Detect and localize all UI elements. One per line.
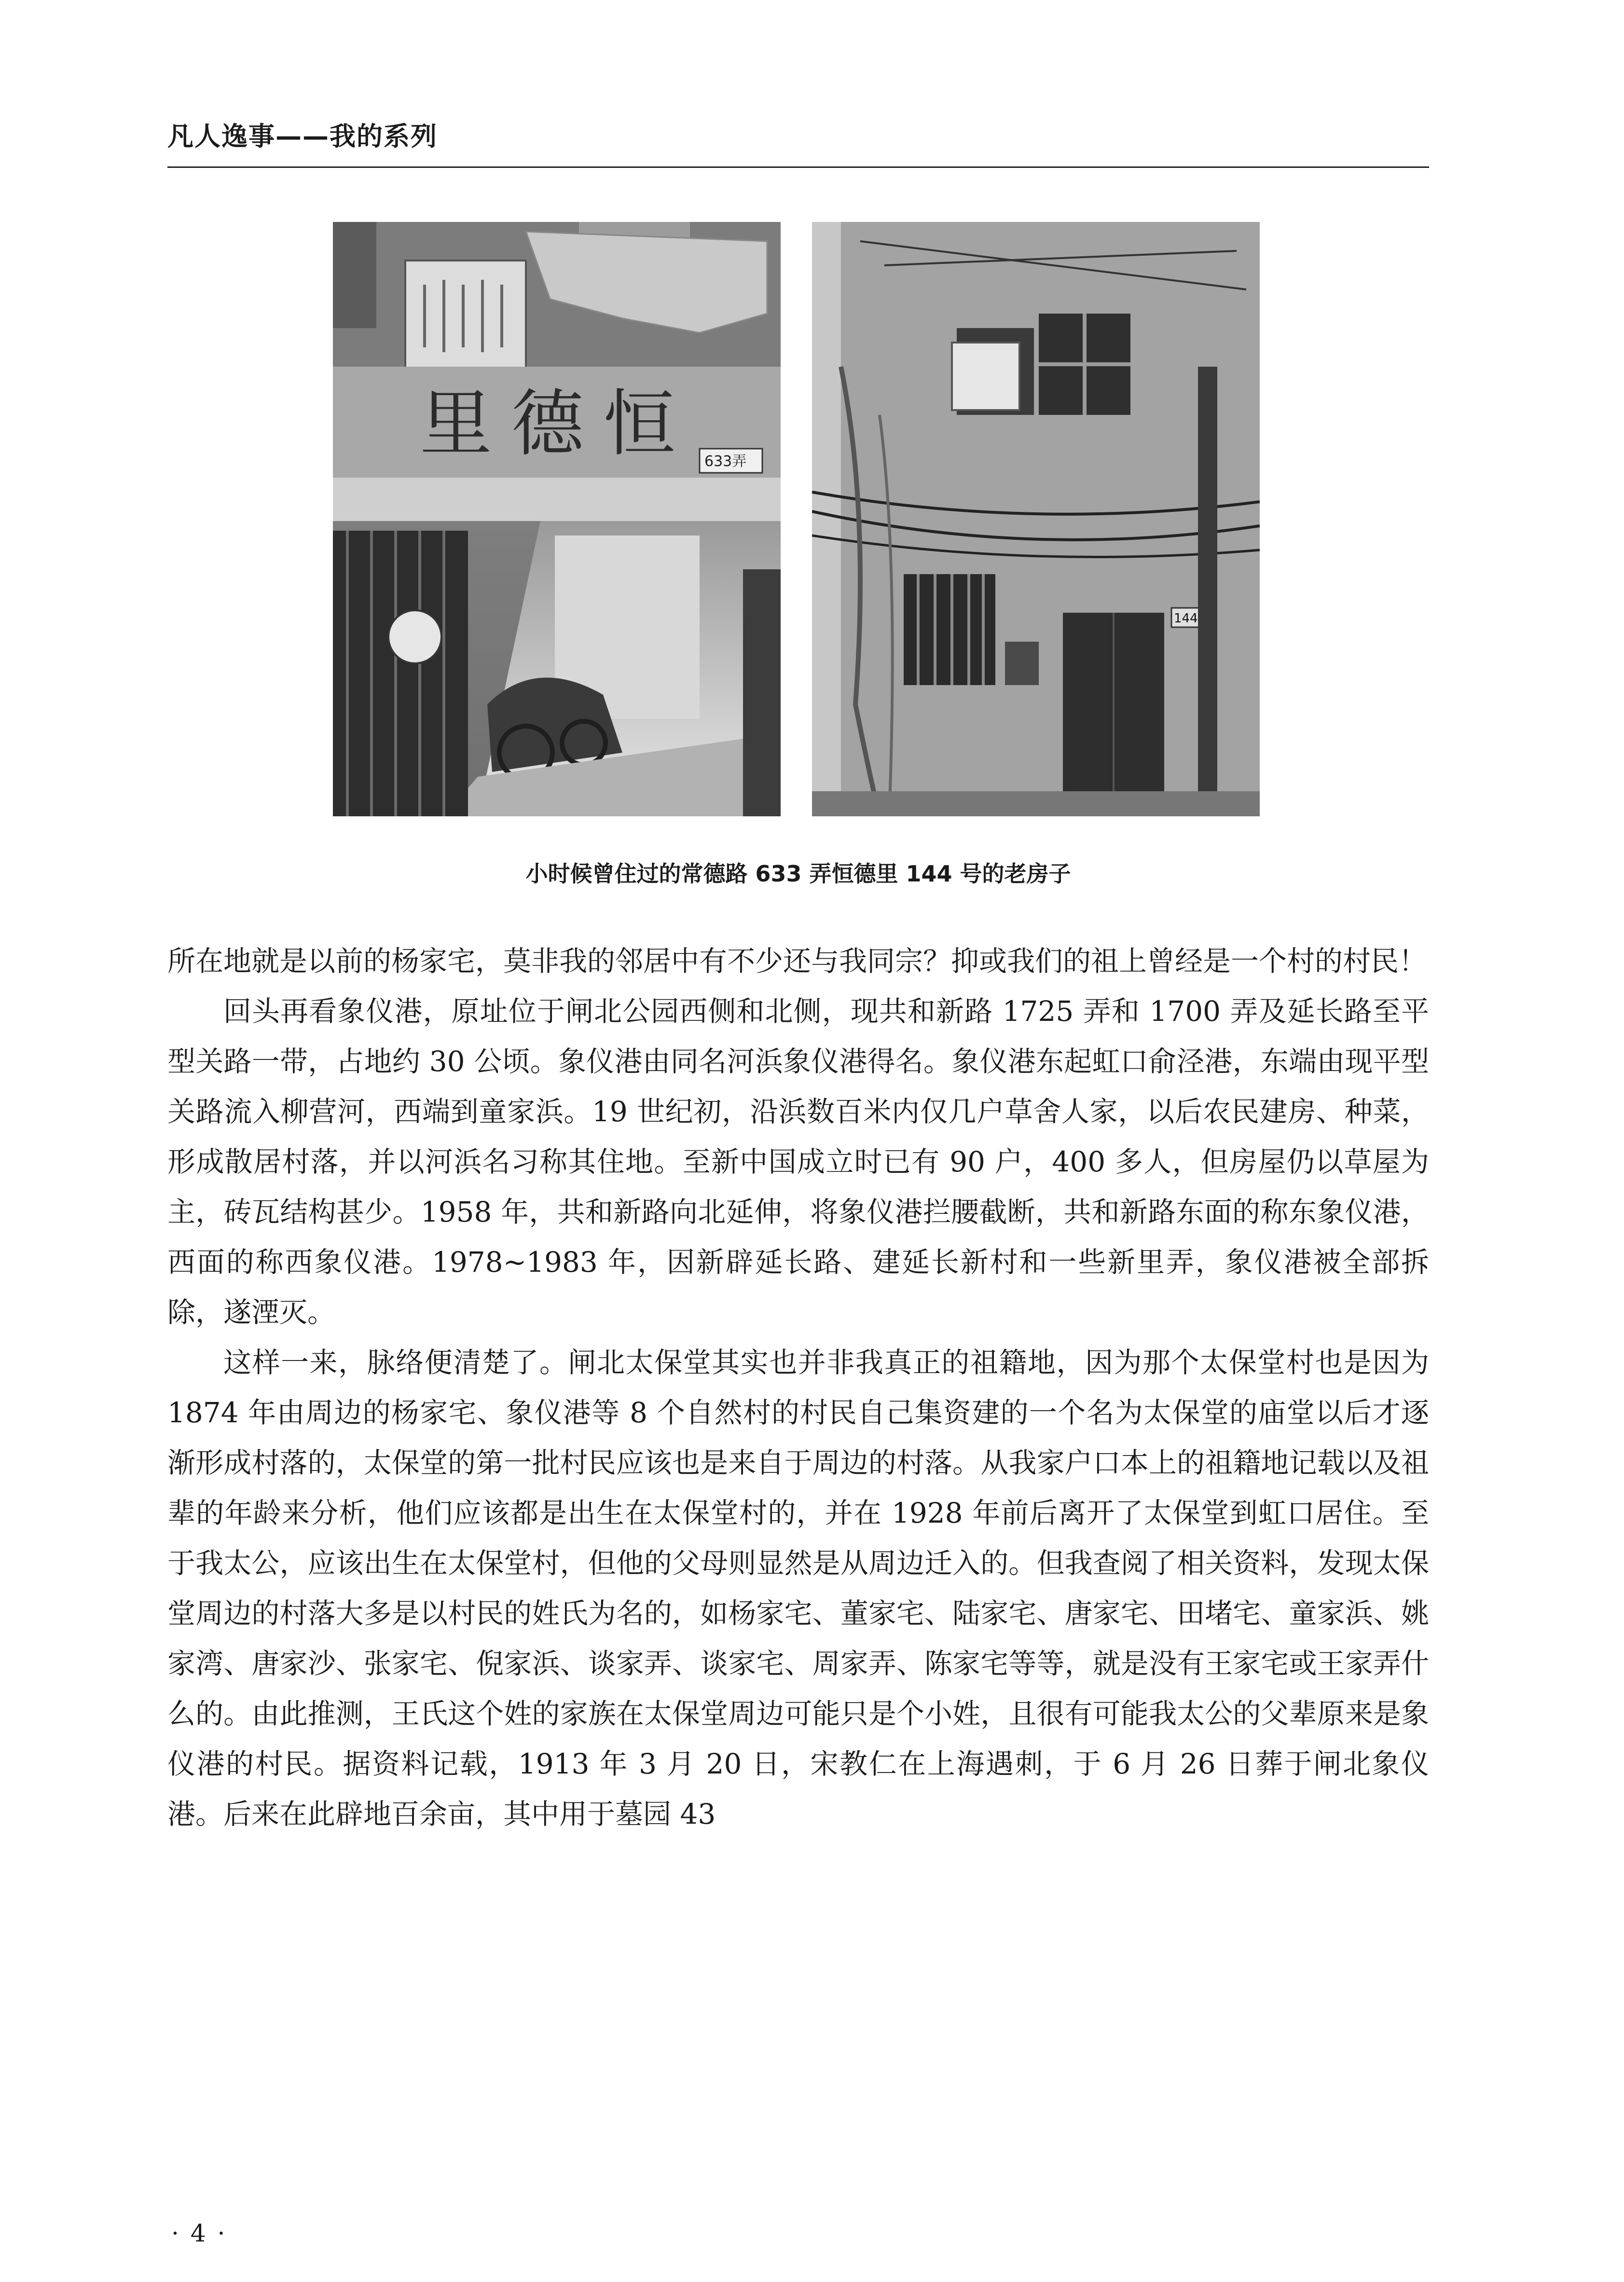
lane-entrance-photo (333, 222, 781, 816)
figure-caption: 小时候曾住过的常德路 633 弄恒德里 144 号的老房子 (525, 861, 1071, 887)
page-number: · 4 · (171, 2219, 227, 2247)
paragraph: 回头再看象仪港，原址位于闸北公园西侧和北侧，现共和新路 1725 弄和 1700 弄及延长路至平型关路一带，占地约 30 公顷。象仪港由同名河浜象仪港得名。象仪港东起虹口俞泾港，东端由现平型关路流入柳营河，西端到童家浜。19 世纪初，沿浜数百米内仅几户草舍人家，以后农民建房、种菜，形成散居村落，并以河浜名习称其住地。至新中国成立时已有 90 户，400 多人，但房屋仍以草屋为主，砖瓦结构甚少。1958 年，共和新路向北延伸，将象仪港拦腰截断，共和新路东面的称东象仪港，西面的称西象仪港。1978~1983 年，因新辟延长路、建延长新村和一些新里弄，象仪港被全部拆除，遂湮灭。 (167, 995, 1429, 1329)
lane-number-plate: 633弄 (704, 453, 747, 470)
lane-sign-text: 里德恒 (420, 382, 695, 466)
paragraph: 这样一来，脉络便清楚了。闸北太保堂其实也并非我真正的祖籍地，因为那个太保堂村也是因为 1874 年由周边的杨家宅、象仪港等 8 个自然村的村民自己集资建的一个名为太保堂的庙堂以后才逐渐形成村落的，太保堂的第一批村民应该也是来自于周边的村落。从我家户口本上的祖籍地记载以及祖辈的年龄来分析，他们应该都是出生在太保堂村的，并在 1928 年前后离开了太保堂到虹口居住。至于我太公，应该出生在太保堂村，但他的父母则显然是从周边迁入的。但我查阅了相关资料，发现太保堂周边的村落大多是以村民的姓氏为名的，如杨家宅、董家宅、陆家宅、唐家宅、田堵宅、童家浜、姚家湾、唐家沙、张家宅、倪家浜、谈家弄、谈家宅、周家弄、陈家宅等等，就是没有王家宅或王家弄什么的。由此推测，王氏这个姓的家族在太保堂周边可能只是个小姓，且很有可能我太公的父辈原来是象仪港的村民。据资料记载，1913 年 3 月 20 日，宋教仁在上海遇刺，于 6 月 26 日葬于闸北象仪港。后来在此辟地百余亩，其中用于墓园 43 (167, 1346, 1429, 1830)
house-number-plate: 144 (1174, 611, 1198, 626)
running-title: 凡人逸事——我的系列 (167, 121, 438, 151)
body-text (167, 936, 1429, 1839)
header-rule (167, 166, 1429, 168)
old-house-photo (812, 222, 1260, 816)
paragraph: 所在地就是以前的杨家宅，莫非我的邻居中有不少还与我同宗？抑或我们的祖上曾经是一个村的村民！ (167, 945, 1427, 977)
